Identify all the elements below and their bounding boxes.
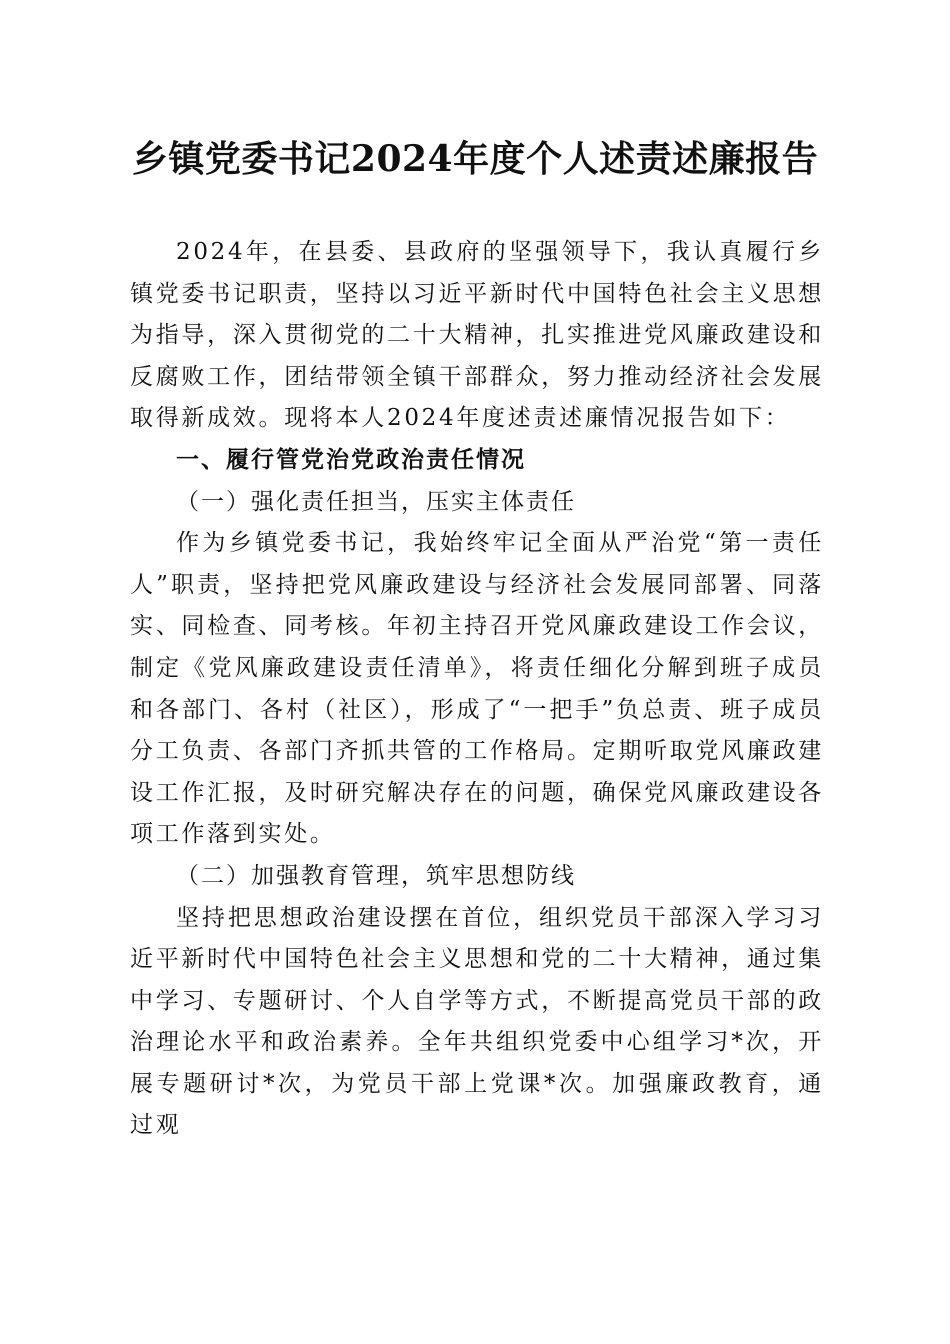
intro-paragraph: 2024年，在县委、县政府的坚强领导下，我认真履行乡镇党委书记职责，坚持以习近平新时代中国特色社会主义思想为指导，深入贯彻党的二十大精神，扎实推进党风廉政建设和反腐败工作，团结带领全镇干部群众，努力推动经济社会发展取得新成效。现将本人2024年度述责述廉情况报告如下：: [130, 239, 824, 432]
document-title: 乡镇党委书记2024年度个人述责述廉报告: [131, 138, 819, 180]
subsection-2-paragraph: 坚持把思想政治建设摆在首位，组织党员干部深入学习习近平新时代中国特色社会主义思想和党的二十大精神，通过集中学习、专题研讨、个人自学等方式，不断提高党员干部的政治理论水平和政治素养。全年共组织党委中心组学习*次，开展专题研讨*次，为党员干部上党课*次。加强廉政教育，通过观: [130, 904, 824, 1139]
subsection-1-heading: （一）强化责任担当，压实主体责任: [176, 488, 576, 515]
subsection-2-heading: （二）加强教育管理，筑牢思想防线: [176, 862, 576, 889]
subsection-1-paragraph: 作为乡镇党委书记，我始终牢记全面从严治党“第一责任人”职责，坚持把党风廉政建设与经济社会发展同部署、同落实、同检查、同考核。年初主持召开党风廉政建设工作会议，制定《党风廉政建设责任清单》，将责任细化分解到班子成员和各部门、各村（社区），形成了“一把手”负总责、班子成员分工负责、各部门齐抓共管的工作格局。定期听取党风廉政建设工作汇报，及时研究解决存在的问题，确保党风廉政建设各项工作落到实处。: [130, 530, 824, 848]
section-1-heading: 一、履行管党治党政治责任情况: [176, 446, 526, 473]
document-body: [130, 232, 824, 1147]
